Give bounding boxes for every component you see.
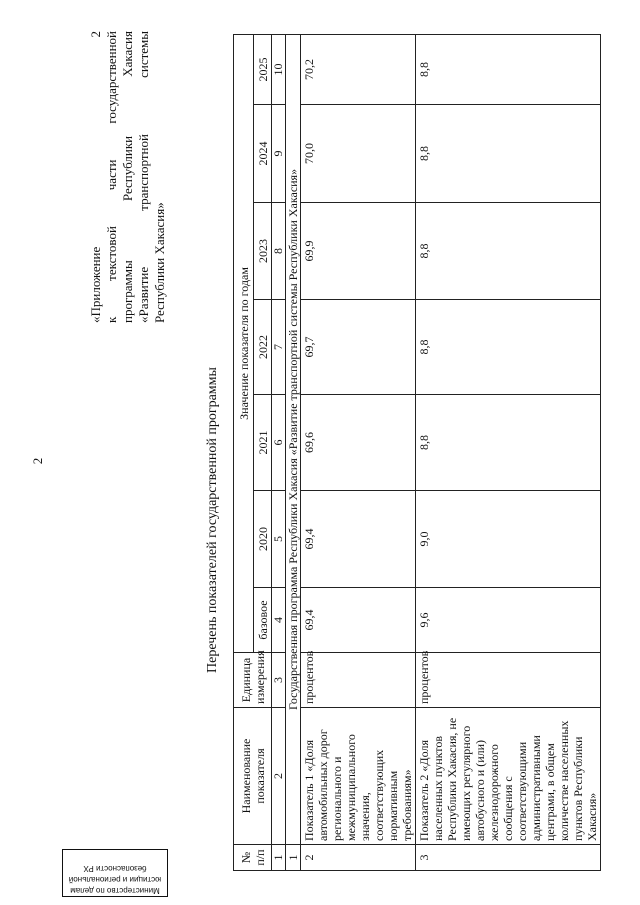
indicator-value: 69,6 — [301, 395, 416, 491]
row-number: 3 — [416, 845, 601, 871]
appendix-line: «Приложение 2 — [88, 31, 103, 323]
indicators-table — [233, 34, 601, 871]
table-row — [416, 34, 601, 870]
program-title: Государственная программа Республики Хакасия «Развитие транспортной системы Республики Хакасия» — [286, 34, 301, 844]
indicator-value: 69,7 — [301, 300, 416, 395]
column-number: 10 — [272, 34, 286, 104]
header-indicator-name: Наименование показателя — [234, 708, 272, 845]
program-row — [286, 34, 301, 870]
indicator-value: 8,8 — [416, 34, 601, 104]
stamp-line: юстиции и региональной — [68, 875, 162, 884]
indicator-unit: процентов — [301, 653, 416, 708]
appendix-note — [88, 31, 168, 323]
column-number: 2 — [272, 708, 286, 845]
column-number: 1 — [272, 845, 286, 871]
appendix-line: программы Республики Хакасия — [120, 31, 135, 323]
indicator-value: 9,6 — [416, 588, 601, 653]
indicator-value: 8,8 — [416, 105, 601, 203]
column-number: 4 — [272, 588, 286, 653]
header-unit: Единица измерения — [234, 653, 272, 708]
stamp-line: безопасности РХ — [83, 864, 147, 873]
header-year: 2020 — [254, 491, 272, 588]
table-row — [301, 34, 416, 870]
header-year-base: базовое — [254, 588, 272, 653]
indicator-value: 69,4 — [301, 588, 416, 653]
indicator-value: 9,0 — [416, 491, 601, 588]
appendix-line: «Развитие транспортной системы — [136, 31, 151, 323]
header-number: № п/п — [234, 845, 272, 871]
column-number: 6 — [272, 395, 286, 491]
document-title: Перечень показателей государственной программы — [205, 367, 220, 673]
header-year: 2025 — [254, 34, 272, 104]
column-number: 5 — [272, 491, 286, 588]
header-year: 2021 — [254, 395, 272, 491]
column-number: 8 — [272, 203, 286, 300]
indicator-unit: процентов — [416, 653, 601, 708]
indicator-value: 70,0 — [301, 105, 416, 203]
page-number: 2 — [30, 457, 45, 465]
column-number: 7 — [272, 300, 286, 395]
row-number: 2 — [301, 845, 416, 871]
indicator-value: 8,8 — [416, 203, 601, 300]
indicator-value: 8,8 — [416, 300, 601, 395]
indicator-value: 69,4 — [301, 491, 416, 588]
stamp-text — [54, 852, 176, 896]
header-year: 2022 — [254, 300, 272, 395]
appendix-line: к текстовой части государственной — [104, 31, 119, 323]
indicator-value: 69,9 — [301, 203, 416, 300]
header-year: 2023 — [254, 203, 272, 300]
stamp-line: Министерство по делам — [70, 886, 160, 895]
column-number: 3 — [272, 653, 286, 708]
header-year: 2024 — [254, 105, 272, 203]
indicator-value: 70,2 — [301, 34, 416, 104]
header-values-by-year: Значение показателя по годам — [234, 34, 254, 652]
row-number: 1 — [286, 845, 301, 871]
indicator-name: Показатель 1 «Доля автомобильных дорог регионального и межмуниципального значения, соответствующих нормативным требованиям» — [301, 708, 416, 845]
appendix-line: Республики Хакасия» — [152, 202, 167, 323]
column-number-row — [272, 34, 286, 870]
indicator-value: 8,8 — [416, 395, 601, 491]
indicator-name: Показатель 2 «Доля населенных пунктов Республики Хакасия, не имеющих регулярного автобусного и (или) железнодорожного сообщения с соответствующими административными центрами, в общем количестве населенных пунктов Республики Хакасия» — [416, 708, 601, 845]
column-number: 9 — [272, 105, 286, 203]
